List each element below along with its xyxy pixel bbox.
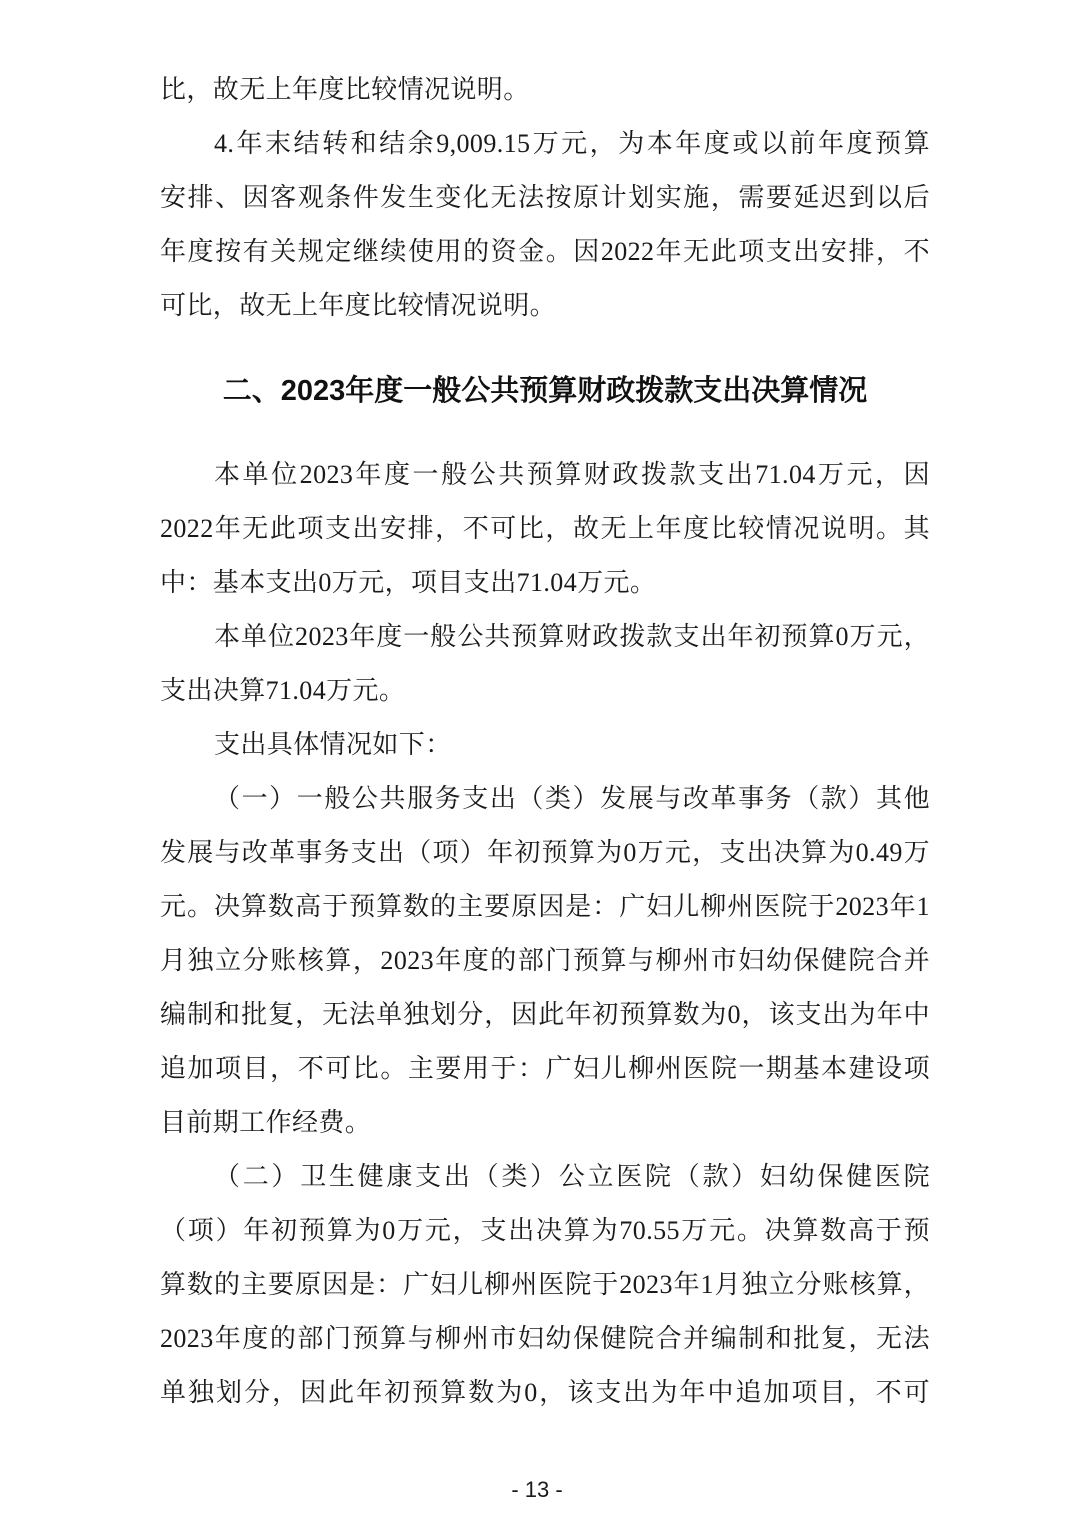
text-line: （一）一般公共服务支出（类）发展与改革事务（款）其他 bbox=[214, 784, 930, 813]
text-line: 编制和批复，无法单独划分，因此年初预算数为0，该支出为年中 bbox=[160, 1000, 930, 1029]
page-number: - 13 - bbox=[511, 1477, 563, 1502]
text-line: 追加项目，不可比。主要用于：广妇儿柳州医院一期基本建设项 bbox=[160, 1054, 930, 1083]
text-line: 比，故无上年度比较情况说明。 bbox=[160, 75, 530, 104]
text-line: 元。决算数高于预算数的主要原因是：广妇儿柳州医院于2023年1 bbox=[160, 892, 930, 921]
text-line: 安排、因客观条件发生变化无法按原计划实施，需要延迟到以后 bbox=[160, 183, 930, 212]
text-line: （二）卫生健康支出（类）公立医院（款）妇幼保健医院 bbox=[214, 1162, 930, 1191]
text-line: 中：基本支出0万元，项目支出71.04万元。 bbox=[160, 568, 657, 597]
text-line: （项）年初预算为0万元，支出决算为70.55万元。决算数高于预 bbox=[160, 1216, 930, 1245]
text-line: 支出决算71.04万元。 bbox=[160, 676, 406, 705]
text-line: 支出具体情况如下： bbox=[214, 730, 452, 759]
text-line: 本单位2023年度一般公共预算财政拨款支出71.04万元，因 bbox=[214, 460, 930, 489]
text-line: 本单位2023年度一般公共预算财政拨款支出年初预算0万元， bbox=[214, 622, 930, 651]
document-body bbox=[160, 63, 930, 1420]
text-line: 4.年末结转和结余9,009.15万元，为本年度或以前年度预算 bbox=[214, 129, 930, 158]
text-line: 月独立分账核算，2023年度的部门预算与柳州市妇幼保健院合并 bbox=[160, 946, 930, 975]
text-line: 单独划分，因此年初预算数为0，该支出为年中追加项目，不可 bbox=[160, 1378, 930, 1407]
text-line: 2023年度的部门预算与柳州市妇幼保健院合并编制和批复，无法 bbox=[160, 1324, 930, 1353]
text-line: 2022年无此项支出安排，不可比，故无上年度比较情况说明。其 bbox=[160, 514, 930, 543]
text-line: 目前期工作经费。 bbox=[160, 1108, 372, 1137]
text-line: 年度按有关规定继续使用的资金。因2022年无此项支出安排，不 bbox=[160, 237, 930, 266]
section-heading: 二、2023年度一般公共预算财政拨款支出决算情况 bbox=[222, 375, 868, 407]
text-line: 算数的主要原因是：广妇儿柳州医院于2023年1月独立分账核算， bbox=[160, 1270, 930, 1299]
text-line: 发展与改革事务支出（项）年初预算为0万元，支出决算为0.49万 bbox=[160, 838, 930, 867]
text-line: 可比，故无上年度比较情况说明。 bbox=[160, 291, 557, 320]
